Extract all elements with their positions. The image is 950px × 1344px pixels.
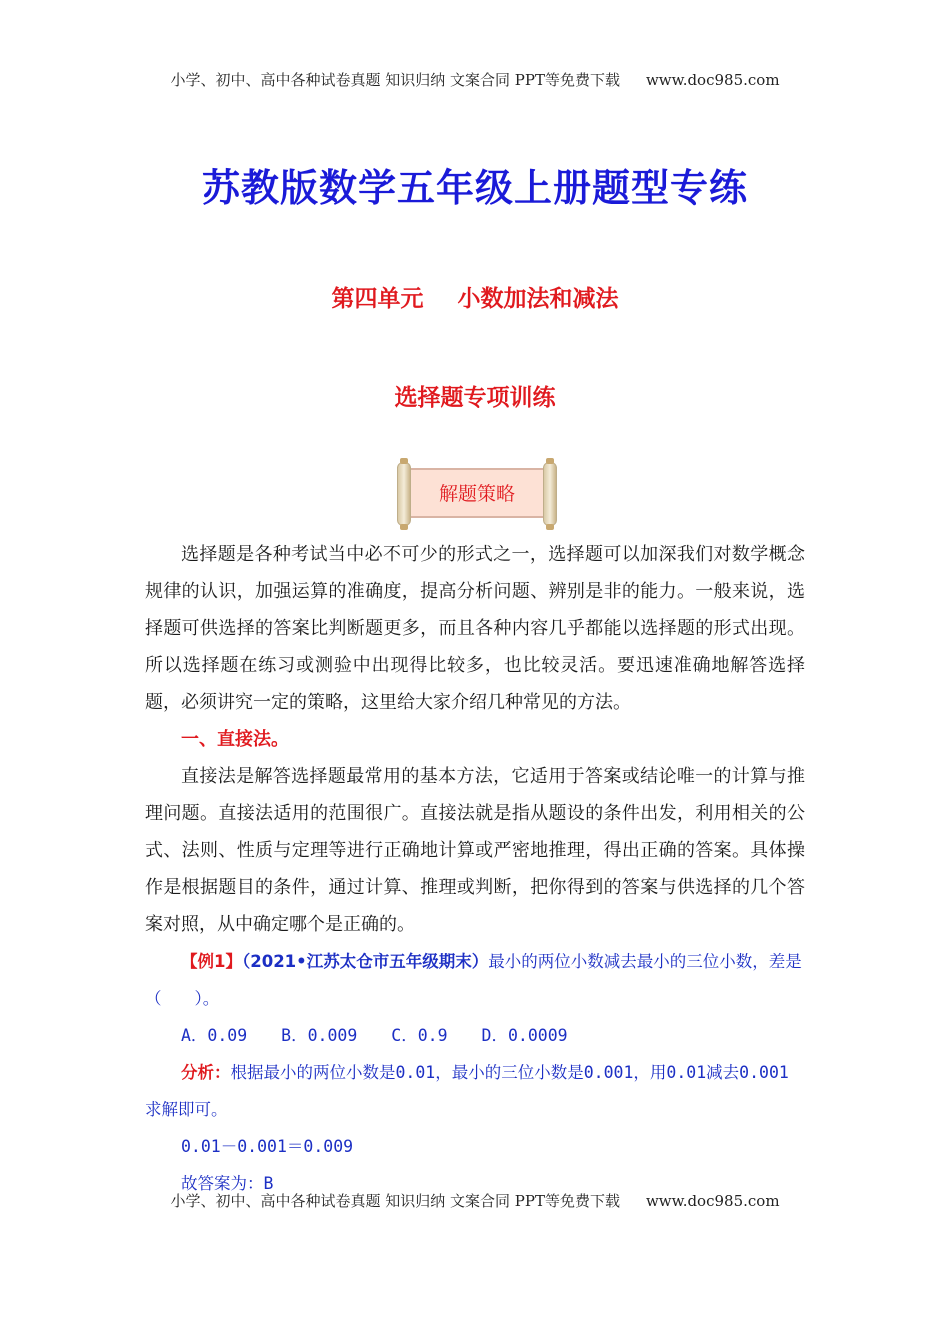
example-answer: 故答案为：B: [181, 1174, 274, 1193]
example-options: [145, 1017, 805, 1054]
unit-title: [0, 280, 950, 313]
scroll-knob-icon: [400, 458, 408, 464]
example-equation: 0.01－0.001＝0.009: [181, 1137, 354, 1156]
intro-paragraph: 选择题是各种考试当中必不可少的形式之一，选择题可以加深我们对数学概念规律的认识，加强运算的准确度，提高分析问题、辨别是非的能力。一般来说，选择题可供选择的答案比判断题更多，而且各种内容几乎都能以选择题的形式出现。所以选择题在练习或测验中出现得比较多，也比较灵活。要迅速准确地解答选择题，必须讲究一定的策略，这里给大家介绍几种常见的方法。: [145, 544, 805, 713]
analysis-text: 根据最小的两位小数是0.01，最小的三位小数是0.001，用0.01减去0.001求解即可。: [145, 1063, 789, 1119]
example-question-text: 最小的两位小数减去最小的三位小数，差是（ ）。: [145, 952, 802, 1008]
option-c: C．0.9: [391, 1026, 448, 1045]
document-title: 苏教版数学五年级上册题型专练: [201, 166, 748, 210]
unit-number: 第四单元: [331, 286, 424, 312]
footer-text: 小学、初中、高中各种试卷真题 知识归纳 文案合同 PPT等免费下载: [170, 1192, 620, 1210]
page-footer: [0, 1190, 950, 1211]
unit-name: 小数加法和减法: [457, 286, 619, 312]
example-label: 【例1】: [181, 952, 242, 971]
option-b: B．0.009: [281, 1026, 358, 1045]
option-d: D．0.0009: [481, 1026, 568, 1045]
example-analysis: [145, 1054, 805, 1128]
method-one-heading: 一、直接法。: [181, 729, 289, 750]
option-a: A．0.09: [181, 1026, 248, 1045]
method-one-paragraph: 直接法是解答选择题最常用的基本方法，它适用于答案或结论唯一的计算与推理问题。直接法适用的范围很广。直接法就是指从题设的条件出发，利用相关的公式、法则、性质与定理等进行正确地计算或严密地推理，得出正确的答案。具体操作是根据题目的条件，通过计算、推理或判断，把你得到的答案与供选择的几个答案对照，从中确定哪个是正确的。: [145, 766, 805, 935]
footer-site-link[interactable]: www.doc985.com: [645, 1192, 780, 1210]
header-text: 小学、初中、高中各种试卷真题 知识归纳 文案合同 PPT等免费下载: [170, 71, 620, 89]
scroll-knob-icon: [546, 458, 554, 464]
main-content: [145, 536, 805, 1202]
scroll-knob-icon: [546, 524, 554, 530]
header-site-link[interactable]: www.doc985.com: [645, 71, 780, 89]
example-source: （2021•江苏太仓市五年级期末）: [241, 952, 489, 971]
scroll-knob-icon: [400, 524, 408, 530]
page-header: [0, 69, 950, 90]
strategy-scroll-banner: [397, 462, 557, 526]
section-title: 选择题专项训练: [394, 385, 556, 411]
banner-label: 解题策略: [438, 483, 515, 505]
example-question: [145, 943, 805, 1017]
analysis-label: 分析：: [181, 1063, 231, 1082]
